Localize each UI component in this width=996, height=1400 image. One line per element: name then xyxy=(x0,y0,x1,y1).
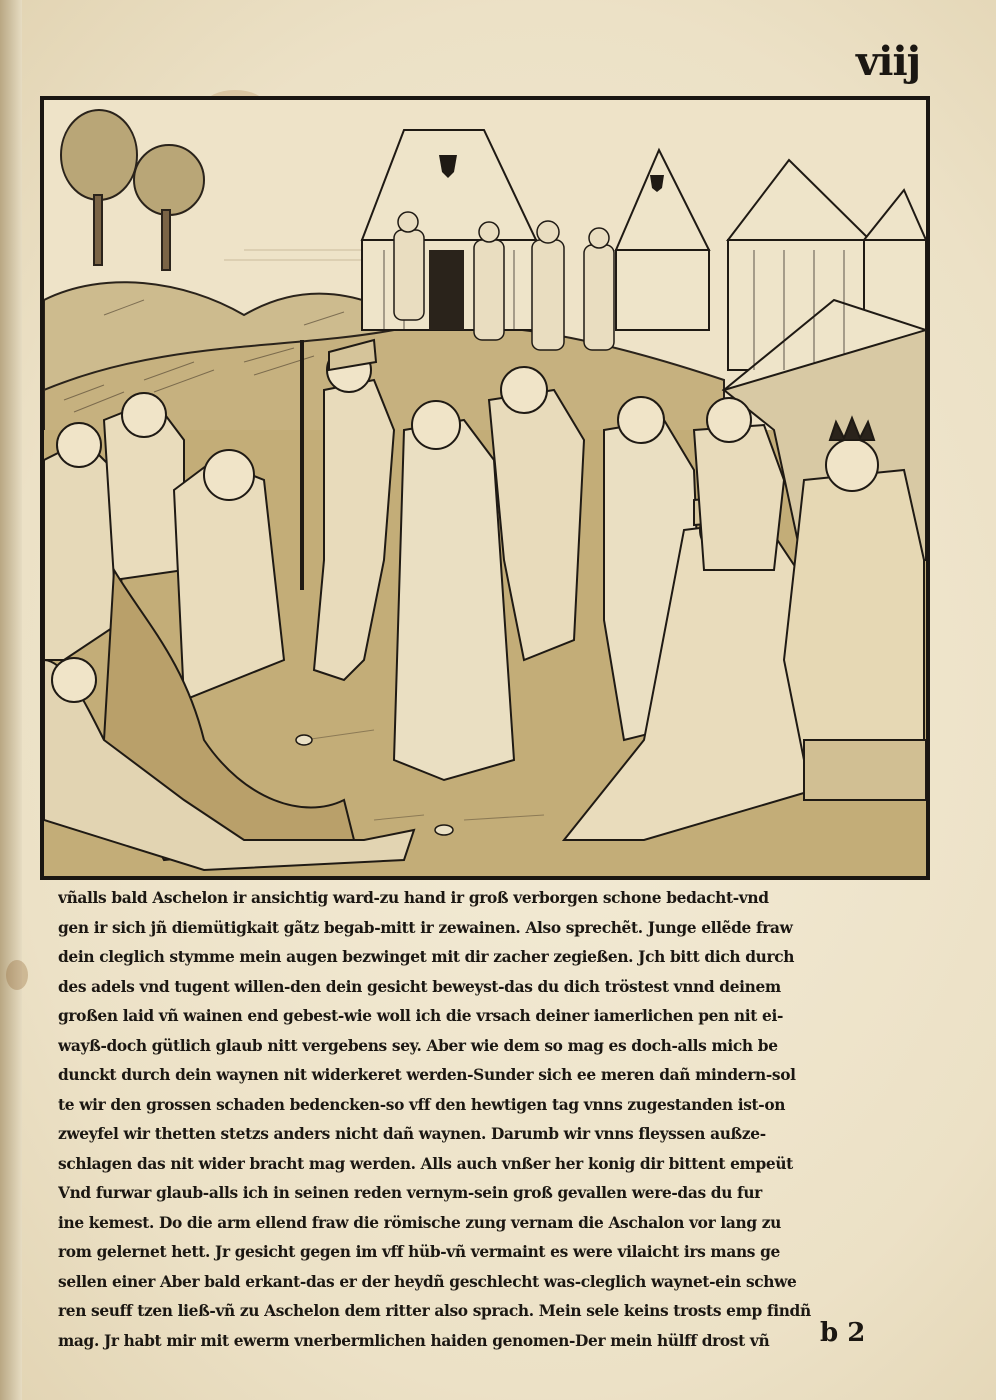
gothic-text-block xyxy=(58,884,898,1356)
signature-mark: b 2 xyxy=(820,1318,866,1348)
text-line: gen ir sich jñ diemütigkait gãtz begab-mitt ir zewainen. Also sprechẽt. Junge ellẽde fraw xyxy=(58,918,793,937)
woodcut-scene-icon xyxy=(44,100,926,876)
text-line: te wir den grossen schaden bedencken-so vff den hewtigen tag vnns zugestanden ist-on xyxy=(58,1095,786,1114)
text-line: mag. Jr habt mir mit ewerm vnerbermlichen haiden genomen-Der mein hülff drost vñ xyxy=(58,1331,770,1350)
folio-number: viij xyxy=(856,38,921,85)
text-line: ren seuff tzen ließ-vñ zu Aschelon dem ritter also sprach. Mein sele keins trosts emp findñ xyxy=(58,1302,811,1320)
text-line: sellen einer Aber bald erkant-das er der heydñ geschlecht was-cleglich waynet-ein schwe xyxy=(58,1272,797,1291)
woodcut-illustration xyxy=(40,96,930,880)
text-line: zweyfel wir thetten stetzs anders nicht dañ waynen. Darumb wir vnns fleyssen außze- xyxy=(58,1125,766,1143)
text-line: dein cleglich stymme mein augen bezwinget mit dir zacher zegießen. Jch bitt dich durch xyxy=(58,948,795,966)
text-line: schlagen das nit wider bracht mag werden. Alls auch vnßer her konig dir bittent empeüt xyxy=(58,1154,793,1173)
stain-spot xyxy=(6,960,28,990)
text-line: vñalls bald Aschelon ir ansichtig ward-zu hand ir groß verborgen schone bedacht-vnd xyxy=(58,889,769,907)
text-line: des adels vnd tugent willen-den dein gesicht beweyst-das du dich tröstest vnnd deinem xyxy=(58,977,781,996)
text-line: wayß-doch gütlich glaub nitt vergebens sey. Aber wie dem so mag es doch-alls mich be xyxy=(58,1036,778,1055)
text-line: rom gelernet hett. Jr gesicht gegen im vff hüb-vñ vermaint es were vilaicht irs mans ge xyxy=(58,1243,780,1261)
text-line: großen laid vñ wainen end gebest-wie woll ich die vrsach deiner iamerlichen pen nit ei- xyxy=(58,1007,783,1025)
text-line: Vnd furwar glaub-alls ich in seinen reden vernym-sein groß gevallen were-das du fur xyxy=(58,1184,762,1202)
text-line: dunckt durch dein waynen nit widerkeret werden-Sunder sich ee meren dañ mindern-sol xyxy=(58,1066,796,1084)
page-gutter xyxy=(0,0,22,1400)
text-line: ine kemest. Do die arm ellend fraw die römische zung vernam die Aschalon vor lang zu xyxy=(58,1213,781,1232)
